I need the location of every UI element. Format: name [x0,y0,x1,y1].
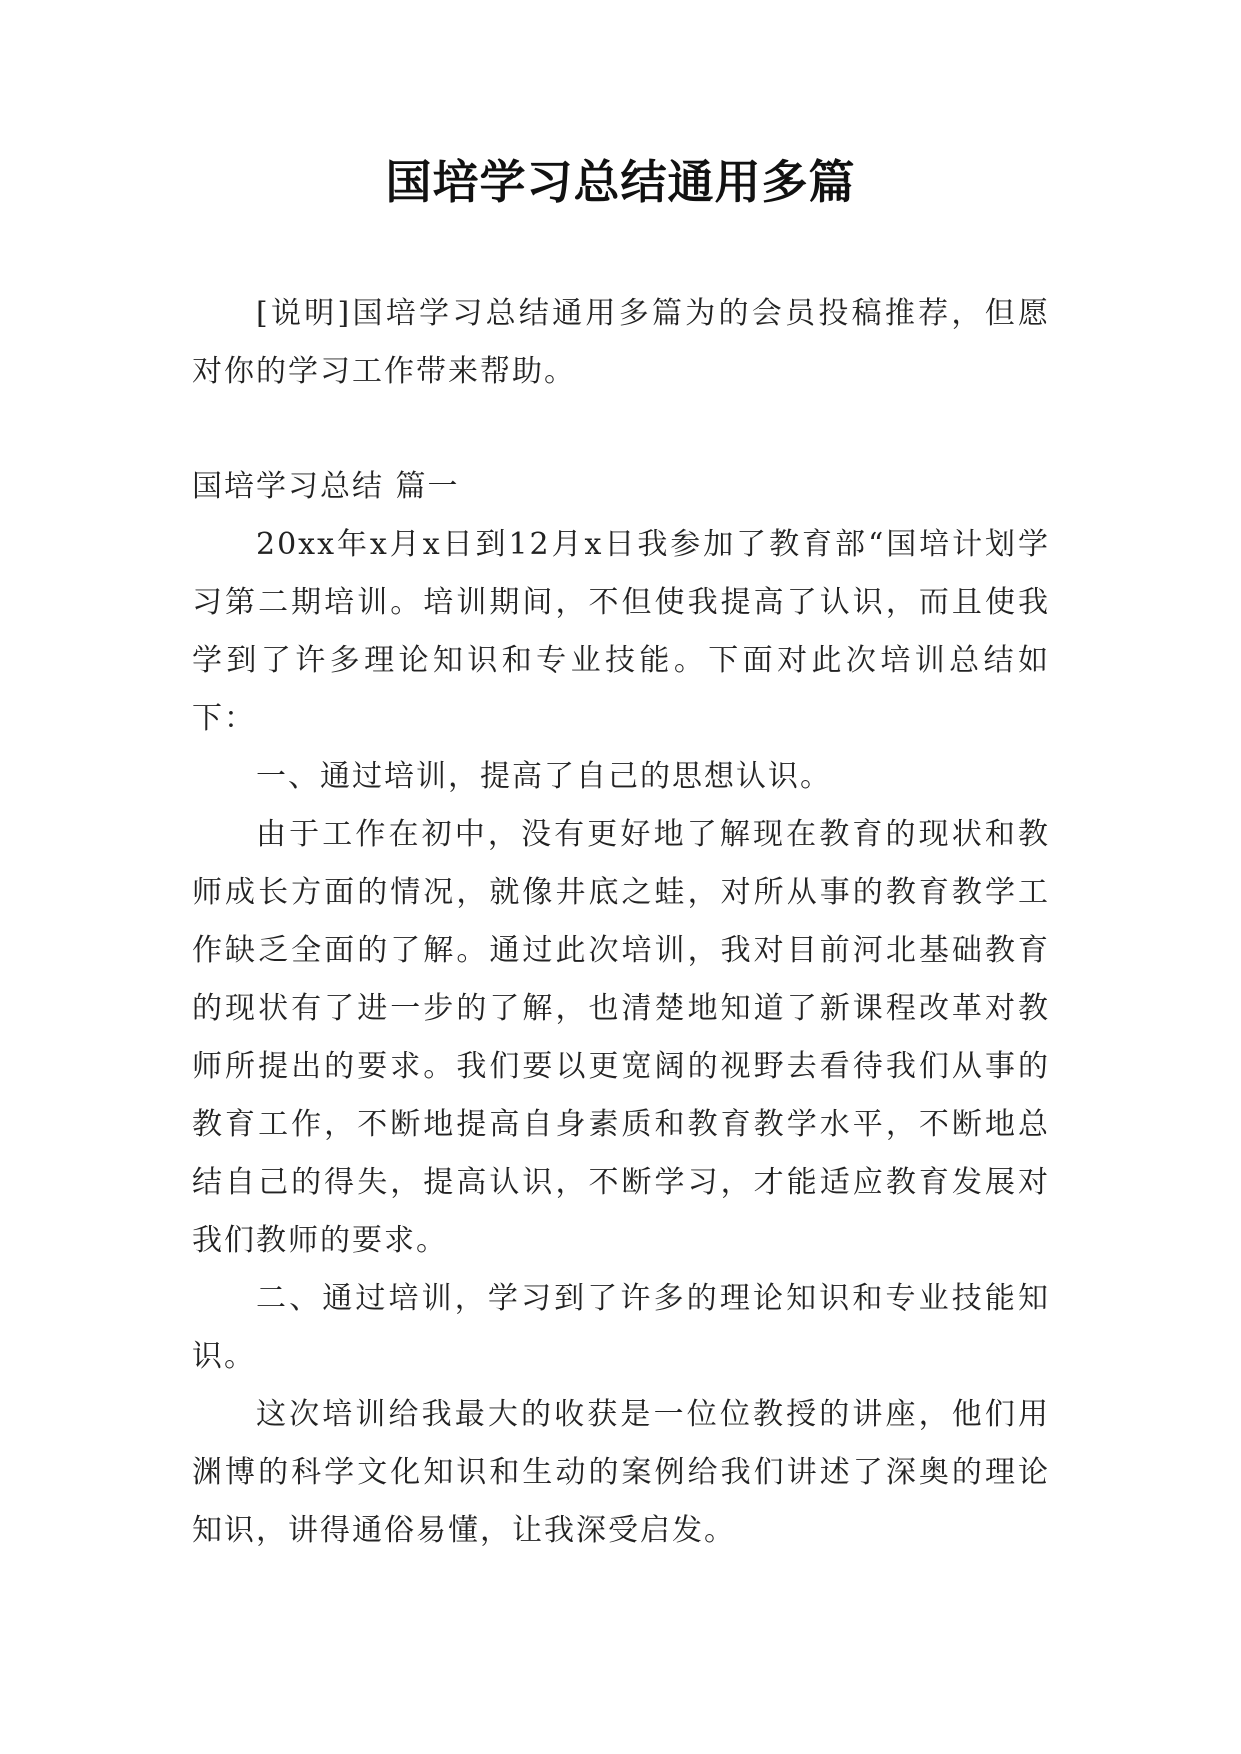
document-title: 国培学习总结通用多篇 [385,155,856,209]
paragraph: 20xx年x月x日到12月x日我参加了教育部“国培计划学习第二期培训。培训期间，不但使我提高了认识，而且使我学到了许多理论知识和专业技能。下面对此次培训总结如下： [192,527,1050,736]
paragraph: 由于工作在初中，没有更好地了解现在教育的现状和教师成长方面的情况，就像井底之蛙，对所从事的教育教学工作缺乏全面的了解。通过此次培训，我对目前河北基础教育的现状有了进一步的了解，也清楚地知道了新课程改革对教师所提出的要求。我们要以更宽阔的视野去看待我们从事的教育工作，不断地提高自身素质和教育教学水平，不断地总结自己的得失，提高认识，不断学习，才能适应教育发展对我们教师的要求。 [192,817,1050,1258]
paragraph: 二、通过培训，学习到了许多的理论知识和专业技能知识。 [192,1281,1050,1374]
section-heading: 国培学习总结 篇一 [192,469,460,504]
section-one [192,458,1050,1560]
paragraph: 一、通过培训，提高了自己的思想认识。 [256,759,832,794]
intro-paragraph: [说明]国培学习总结通用多篇为的会员投稿推荐，但愿对你的学习工作带来帮助。 [192,296,1050,389]
intro-block [192,285,1050,401]
paragraph: 这次培训给我最大的收获是一位位教授的讲座，他们用渊博的科学文化知识和生动的案例给我们讲述了深奥的理论知识，讲得通俗易懂，让我深受启发。 [192,1397,1050,1548]
